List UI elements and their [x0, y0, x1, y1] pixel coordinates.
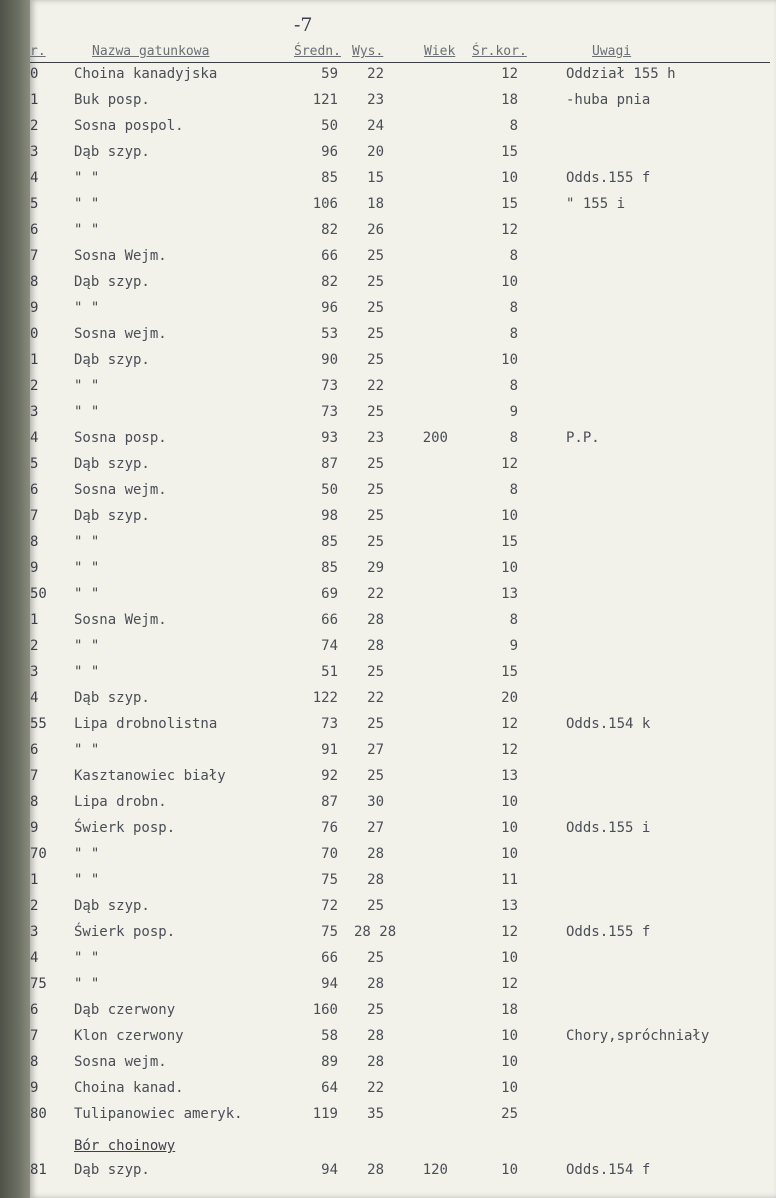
- cell-kor: 10: [501, 352, 518, 368]
- cell-kor: 10: [501, 1080, 518, 1096]
- cell-name: " ": [74, 170, 100, 186]
- cell-sredn: 87: [321, 794, 338, 810]
- cell-name: Choina kanadyjska: [74, 66, 218, 82]
- cell-wys: 24: [367, 118, 384, 134]
- table-row: [30, 352, 770, 376]
- cell-sredn: 82: [321, 274, 338, 290]
- cell-kor: 10: [501, 560, 518, 576]
- table-row: [30, 976, 770, 1000]
- cell-name: Dąb czerwony: [74, 1002, 176, 1018]
- cell-nr: 8: [30, 1054, 39, 1070]
- cell-wys: 18: [367, 196, 384, 212]
- cell-kor: 12: [501, 716, 518, 732]
- cell-nr: 3: [30, 664, 39, 680]
- cell-nr: 6: [30, 1002, 39, 1018]
- cell-kor: 10: [501, 794, 518, 810]
- table-row: [30, 690, 770, 714]
- cell-uwagi: Chory,spróchniały: [566, 1028, 710, 1044]
- cell-nr: 1: [30, 352, 39, 368]
- cell-wys: 25: [367, 898, 384, 914]
- cell-nr: 2: [30, 118, 39, 134]
- cell-kor: 18: [501, 1002, 518, 1018]
- cell-sredn: 73: [321, 404, 338, 420]
- cell-nr: 4: [30, 690, 39, 706]
- table-row: [30, 196, 770, 220]
- cell-nr: 55: [30, 716, 47, 732]
- cell-name: " ": [74, 976, 100, 992]
- cell-nr: 0: [30, 66, 39, 82]
- cell-kor: 12: [501, 742, 518, 758]
- cell-uwagi: Odds.154 f: [566, 1162, 651, 1178]
- table-row: [30, 846, 770, 870]
- cell-sredn: 98: [321, 508, 338, 524]
- cell-wys: 25: [367, 248, 384, 264]
- cell-name: Dąb szyp.: [74, 690, 150, 706]
- table-row: [30, 248, 770, 272]
- cell-nr: 9: [30, 300, 39, 316]
- cell-sredn: 94: [321, 976, 338, 992]
- cell-sredn: 96: [321, 144, 338, 160]
- cell-wys: 25: [367, 482, 384, 498]
- cell-kor: 13: [501, 898, 518, 914]
- cell-kor: 10: [501, 508, 518, 524]
- cell-kor: 8: [509, 300, 518, 316]
- cell-nr: 7: [30, 248, 39, 264]
- cell-wys: 22: [367, 378, 384, 394]
- cell-nr: 80: [30, 1106, 47, 1122]
- cell-uwagi: Odds.155 i: [566, 820, 651, 836]
- cell-sredn: 94: [321, 1162, 338, 1178]
- cell-uwagi: Odds.154 k: [566, 716, 651, 732]
- cell-wys: 28: [367, 1054, 384, 1070]
- cell-uwagi: Odds.155 f: [566, 170, 651, 186]
- cell-sredn: 59: [321, 66, 338, 82]
- cell-name: Sosna Wejm.: [74, 248, 167, 264]
- cell-nr: 8: [30, 534, 39, 550]
- table-row: [30, 768, 770, 792]
- cell-nr: 9: [30, 1080, 39, 1096]
- cell-wys: 25: [367, 404, 384, 420]
- cell-name: " ": [74, 638, 100, 654]
- cell-nr: 0: [30, 326, 39, 342]
- document-page: [30, 0, 776, 1198]
- cell-wys: 20: [367, 144, 384, 160]
- cell-wys: 25: [367, 326, 384, 342]
- table-row: [30, 534, 770, 558]
- cell-name: " ": [74, 534, 100, 550]
- cell-sredn: 51: [321, 664, 338, 680]
- cell-name: " ": [74, 846, 100, 862]
- cell-wys: 22: [367, 66, 384, 82]
- cell-wys: 25: [367, 664, 384, 680]
- cell-sredn: 70: [321, 846, 338, 862]
- cell-wys: 15: [367, 170, 384, 186]
- cell-kor: 13: [501, 768, 518, 784]
- cell-kor: 12: [501, 976, 518, 992]
- cell-uwagi: Odds.155 f: [566, 924, 651, 940]
- cell-sredn: 58: [321, 1028, 338, 1044]
- cell-nr: 8: [30, 274, 39, 290]
- cell-sredn: 85: [321, 560, 338, 576]
- cell-name: Świerk posp.: [74, 820, 176, 836]
- cell-name: Sosna Wejm.: [74, 612, 167, 628]
- cell-sredn: 74: [321, 638, 338, 654]
- cell-sredn: 66: [321, 248, 338, 264]
- cell-wys: 28: [367, 846, 384, 862]
- table-row: [30, 872, 770, 896]
- cell-name: Klon czerwony: [74, 1028, 184, 1044]
- cell-kor: 8: [509, 326, 518, 342]
- cell-wiek: 120: [422, 1162, 448, 1178]
- cell-kor: 10: [501, 274, 518, 290]
- header-rule: [30, 62, 770, 63]
- cell-kor: 13: [501, 586, 518, 602]
- cell-name: " ": [74, 586, 100, 602]
- cell-nr: 2: [30, 898, 39, 914]
- table-row: [30, 716, 770, 740]
- cell-wys: 25: [367, 456, 384, 472]
- table-row: [30, 1028, 770, 1052]
- cell-sredn: 89: [321, 1054, 338, 1070]
- table-row: [30, 508, 770, 532]
- cell-wys: 28: [367, 1162, 384, 1178]
- table-row: [30, 456, 770, 480]
- cell-wys: 27: [367, 820, 384, 836]
- cell-wys: 28 28: [354, 924, 397, 940]
- cell-kor: 12: [501, 456, 518, 472]
- table-row: [30, 66, 770, 90]
- table-row: [30, 1054, 770, 1078]
- cell-wys: 25: [367, 534, 384, 550]
- cell-nr: 3: [30, 404, 39, 420]
- cell-sredn: 72: [321, 898, 338, 914]
- cell-sredn: 64: [321, 1080, 338, 1096]
- cell-wys: 28: [367, 976, 384, 992]
- cell-sredn: 121: [312, 92, 338, 108]
- cell-name: Lipa drobn.: [74, 794, 167, 810]
- cell-name: Sosna posp.: [74, 430, 167, 446]
- cell-wiek: 200: [422, 430, 448, 446]
- cell-name: " ": [74, 872, 100, 888]
- cell-nr: 50: [30, 586, 47, 602]
- table-row: [30, 404, 770, 428]
- cell-sredn: 66: [321, 612, 338, 628]
- cell-name: " ": [74, 950, 100, 966]
- cell-wys: 35: [367, 1106, 384, 1122]
- table-row: [30, 1002, 770, 1026]
- cell-sredn: 93: [321, 430, 338, 446]
- cell-kor: 15: [501, 196, 518, 212]
- cell-sredn: 75: [321, 872, 338, 888]
- cell-kor: 10: [501, 950, 518, 966]
- cell-kor: 10: [501, 820, 518, 836]
- cell-wys: 22: [367, 690, 384, 706]
- cell-sredn: 76: [321, 820, 338, 836]
- cell-name: Sosna wejm.: [74, 1054, 167, 1070]
- cell-wys: 25: [367, 1002, 384, 1018]
- cell-kor: 9: [509, 638, 518, 654]
- cell-kor: 12: [501, 924, 518, 940]
- cell-sredn: 66: [321, 950, 338, 966]
- cell-name: Lipa drobnolistna: [74, 716, 218, 732]
- cell-name: " ": [74, 196, 100, 212]
- table-row: [30, 118, 770, 142]
- cell-nr: 6: [30, 742, 39, 758]
- cell-name: Tulipanowiec ameryk.: [74, 1106, 243, 1122]
- cell-nr: 7: [30, 508, 39, 524]
- cell-nr: 4: [30, 170, 39, 186]
- cell-name: Kasztanowiec biały: [74, 768, 226, 784]
- table-row: [30, 300, 770, 324]
- cell-nr: 81: [30, 1162, 47, 1178]
- cell-wys: 25: [367, 716, 384, 732]
- cell-uwagi: P.P.: [566, 430, 600, 446]
- cell-kor: 10: [501, 846, 518, 862]
- cell-name: Dąb szyp.: [74, 456, 150, 472]
- cell-nr: 7: [30, 1028, 39, 1044]
- table-row: [30, 898, 770, 922]
- cell-nr: 7: [30, 768, 39, 784]
- cell-sredn: 69: [321, 586, 338, 602]
- cell-name: " ": [74, 378, 100, 394]
- table-row: [30, 144, 770, 168]
- cell-sredn: 92: [321, 768, 338, 784]
- table-row: [30, 1162, 770, 1186]
- cell-name: Buk posp.: [74, 92, 150, 108]
- cell-sredn: 106: [312, 196, 338, 212]
- cell-name: Sosna wejm.: [74, 482, 167, 498]
- section-label: Bór choinowy: [74, 1138, 176, 1154]
- cell-wys: 22: [367, 1080, 384, 1096]
- header-wys: Wys.: [352, 44, 384, 59]
- cell-nr: 9: [30, 820, 39, 836]
- table-row: [30, 794, 770, 818]
- cell-nr: 1: [30, 872, 39, 888]
- cell-kor: 15: [501, 144, 518, 160]
- cell-name: Sosna wejm.: [74, 326, 167, 342]
- cell-kor: 8: [509, 248, 518, 264]
- cell-sredn: 85: [321, 534, 338, 550]
- table-row: [30, 1080, 770, 1104]
- cell-nr: 70: [30, 846, 47, 862]
- cell-sredn: 119: [312, 1106, 338, 1122]
- cell-wys: 28: [367, 612, 384, 628]
- cell-name: " ": [74, 742, 100, 758]
- cell-name: " ": [74, 300, 100, 316]
- table-row: [30, 820, 770, 844]
- table-row: [30, 1106, 770, 1130]
- cell-name: " ": [74, 664, 100, 680]
- cell-wys: 25: [367, 352, 384, 368]
- cell-sredn: 122: [312, 690, 338, 706]
- cell-uwagi: Oddział 155 h: [566, 66, 676, 82]
- cell-nr: 1: [30, 612, 39, 628]
- table-row: [30, 92, 770, 116]
- table-row: [30, 742, 770, 766]
- cell-kor: 8: [509, 378, 518, 394]
- header-uwagi: Uwagi: [592, 44, 632, 59]
- cell-wys: 25: [367, 300, 384, 316]
- cell-wys: 25: [367, 508, 384, 524]
- cell-name: Dąb szyp.: [74, 898, 150, 914]
- cell-kor: 12: [501, 222, 518, 238]
- binder-edge: [0, 0, 30, 1198]
- cell-name: Dąb szyp.: [74, 508, 150, 524]
- cell-nr: 3: [30, 924, 39, 940]
- header-sredn: Średn.: [294, 44, 341, 59]
- cell-kor: 8: [509, 118, 518, 134]
- cell-nr: 1: [30, 92, 39, 108]
- cell-name: Dąb szyp.: [74, 144, 150, 160]
- table-row: [30, 950, 770, 974]
- cell-wys: 25: [367, 274, 384, 290]
- cell-kor: 25: [501, 1106, 518, 1122]
- cell-kor: 20: [501, 690, 518, 706]
- cell-name: Dąb szyp.: [74, 1162, 150, 1178]
- cell-wys: 28: [367, 872, 384, 888]
- cell-sredn: 91: [321, 742, 338, 758]
- cell-sredn: 82: [321, 222, 338, 238]
- cell-sredn: 50: [321, 118, 338, 134]
- cell-name: " ": [74, 222, 100, 238]
- cell-kor: 10: [501, 1028, 518, 1044]
- cell-kor: 10: [501, 1162, 518, 1178]
- cell-wys: 28: [367, 1028, 384, 1044]
- cell-sredn: 90: [321, 352, 338, 368]
- cell-sredn: 85: [321, 170, 338, 186]
- cell-nr: 8: [30, 794, 39, 810]
- cell-sredn: 75: [321, 924, 338, 940]
- table-row: [30, 326, 770, 350]
- cell-kor: 8: [509, 482, 518, 498]
- cell-name: " ": [74, 560, 100, 576]
- cell-name: Dąb szyp.: [74, 352, 150, 368]
- cell-kor: 12: [501, 66, 518, 82]
- cell-wys: 25: [367, 768, 384, 784]
- cell-name: " ": [74, 404, 100, 420]
- cell-sredn: 50: [321, 482, 338, 498]
- header-nr: r.: [30, 44, 46, 59]
- table-row: [30, 664, 770, 688]
- cell-name: Choina kanad.: [74, 1080, 184, 1096]
- table-row: [30, 482, 770, 506]
- cell-nr: 5: [30, 456, 39, 472]
- header-wiek: Wiek: [424, 44, 456, 59]
- cell-wys: 22: [367, 586, 384, 602]
- cell-wys: 27: [367, 742, 384, 758]
- table-row: [30, 378, 770, 402]
- cell-kor: 15: [501, 664, 518, 680]
- table-row: [30, 924, 770, 948]
- cell-name: Świerk posp.: [74, 924, 176, 940]
- table-row: [30, 638, 770, 662]
- cell-wys: 26: [367, 222, 384, 238]
- cell-uwagi: -huba pnia: [566, 92, 651, 108]
- table-row: [30, 612, 770, 636]
- cell-kor: 10: [501, 170, 518, 186]
- cell-wys: 29: [367, 560, 384, 576]
- cell-sredn: 53: [321, 326, 338, 342]
- cell-kor: 9: [509, 404, 518, 420]
- cell-kor: 18: [501, 92, 518, 108]
- cell-wys: 23: [367, 92, 384, 108]
- cell-nr: 75: [30, 976, 47, 992]
- table-row: [30, 586, 770, 610]
- cell-kor: 11: [501, 872, 518, 888]
- cell-nr: 3: [30, 144, 39, 160]
- cell-name: Sosna pospol.: [74, 118, 184, 134]
- cell-nr: 5: [30, 196, 39, 212]
- cell-nr: 9: [30, 560, 39, 576]
- header-name: Nazwa gatunkowa: [92, 44, 210, 59]
- cell-wys: 28: [367, 638, 384, 654]
- cell-name: Dąb szyp.: [74, 274, 150, 290]
- cell-sredn: 73: [321, 378, 338, 394]
- header-kor: Śr.kor.: [472, 44, 527, 59]
- table-row: [30, 560, 770, 584]
- cell-kor: 10: [501, 1054, 518, 1070]
- table-row: [30, 430, 770, 454]
- table-row: [30, 170, 770, 194]
- table-row: [30, 222, 770, 246]
- cell-wys: 30: [367, 794, 384, 810]
- cell-kor: 8: [509, 612, 518, 628]
- cell-nr: 2: [30, 638, 39, 654]
- page-mark: -7: [294, 14, 313, 36]
- cell-nr: 2: [30, 378, 39, 394]
- cell-nr: 6: [30, 482, 39, 498]
- cell-kor: 8: [509, 430, 518, 446]
- cell-wys: 25: [367, 950, 384, 966]
- cell-uwagi: " 155 i: [566, 196, 626, 212]
- cell-sredn: 96: [321, 300, 338, 316]
- cell-sredn: 160: [312, 1002, 338, 1018]
- cell-nr: 4: [30, 950, 39, 966]
- cell-kor: 15: [501, 534, 518, 550]
- cell-sredn: 87: [321, 456, 338, 472]
- table-row: [30, 274, 770, 298]
- cell-nr: 4: [30, 430, 39, 446]
- cell-nr: 6: [30, 222, 39, 238]
- cell-wys: 23: [367, 430, 384, 446]
- cell-sredn: 73: [321, 716, 338, 732]
